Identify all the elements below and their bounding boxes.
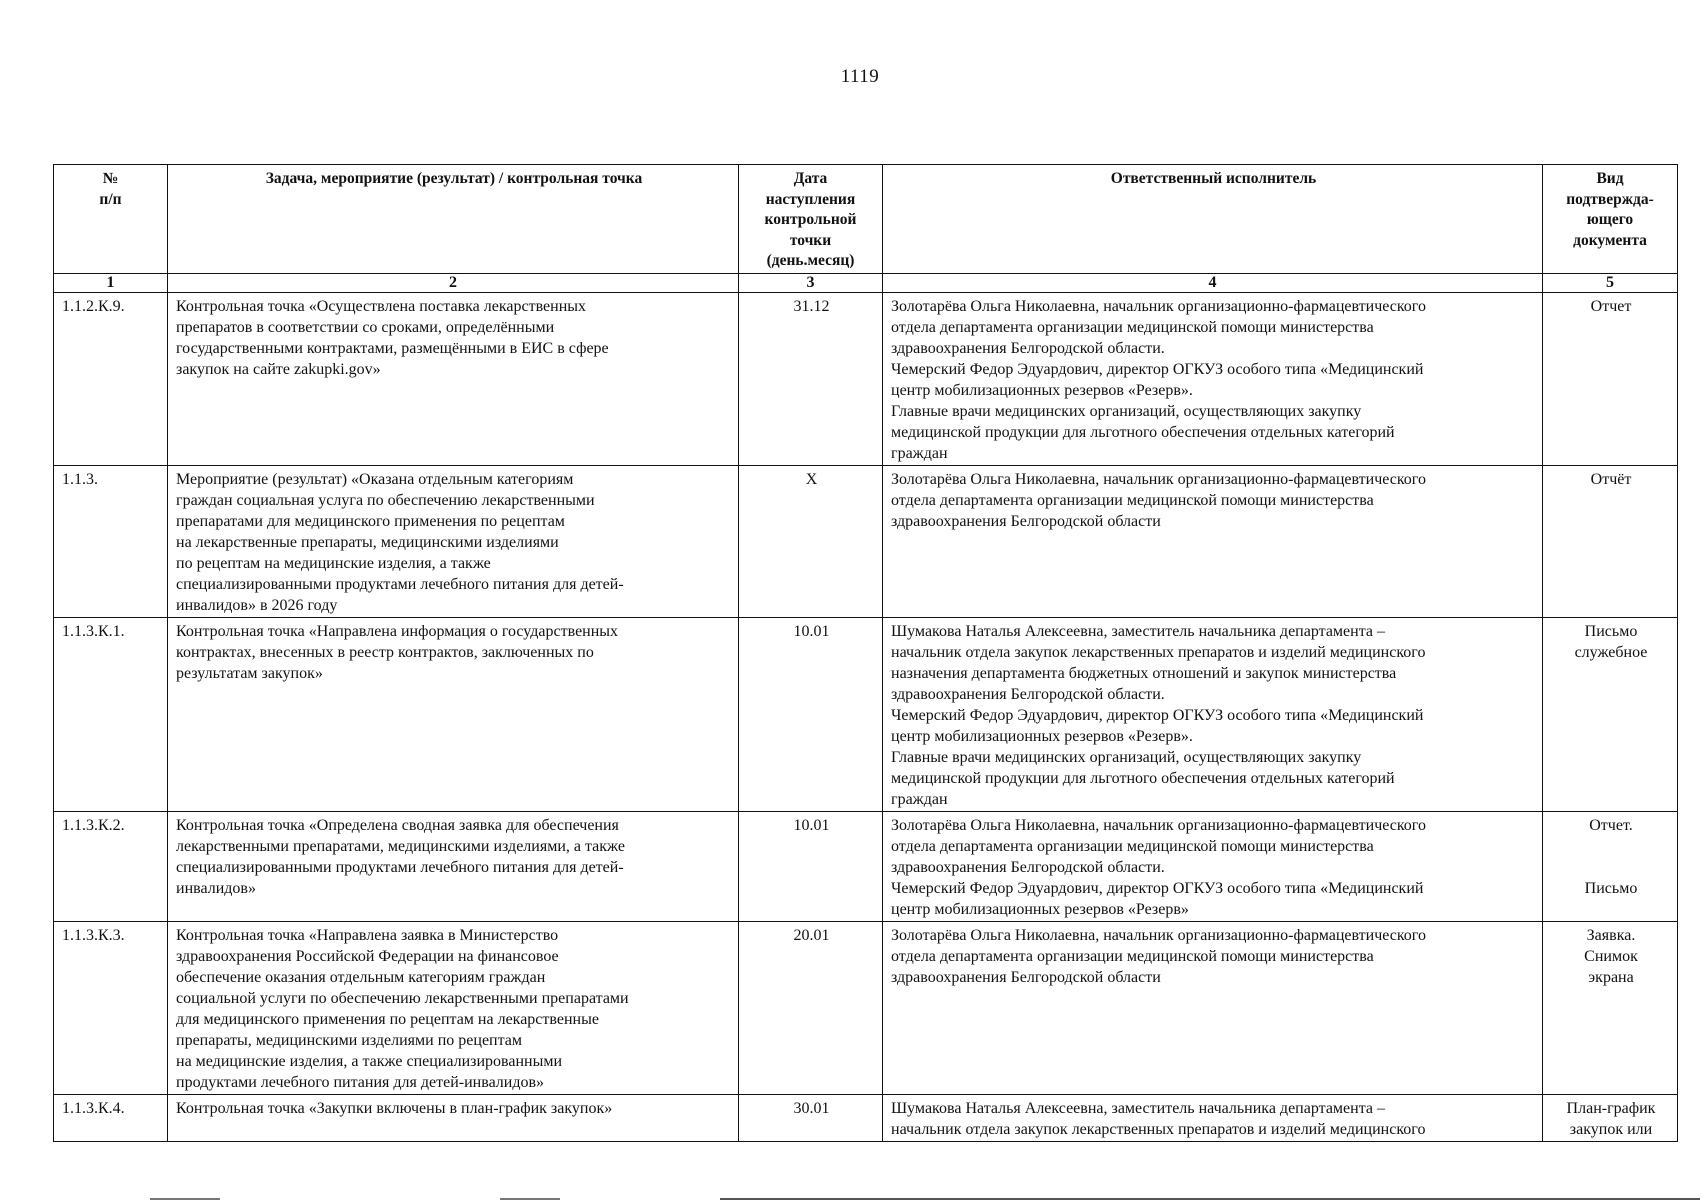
row-executor: Золотарёва Ольга Николаевна, начальник организационно-фармацевтического отдела департамента организации медицинской помощи министерства здравоохранения Белгородской области	[883, 921, 1543, 1094]
row-document-type: Отчет. Письмо	[1543, 811, 1678, 921]
row-task: Контрольная точка «Осуществлена поставка лекарственных препаратов в соответствии со сроками, определёнными государственными контрактами, размещёнными в ЕИС в сфере закупок на сайте zakupki.gov»	[168, 292, 739, 465]
row-executor: Шумакова Наталья Алексеевна, заместитель начальника департамента – начальник отдела закупок лекарственных препаратов и изделий медицинского	[883, 1094, 1543, 1141]
table-row	[54, 292, 1678, 465]
row-number: 1.1.2.К.9.	[54, 292, 168, 465]
row-number: 1.1.3.	[54, 465, 168, 617]
row-executor: Золотарёва Ольга Николаевна, начальник организационно-фармацевтического отдела департамента организации медицинской помощи министерства здравоохранения Белгородской области. Чемерский Федор Эдуардович, директор ОГКУЗ особого типа «Медицинский центр мобилизационных резервов «Резерв»	[883, 811, 1543, 921]
control-points-table	[53, 164, 1678, 1142]
row-date: 10.01	[739, 811, 883, 921]
header-num: № п/п	[54, 165, 168, 274]
column-number: 5	[1543, 273, 1678, 292]
table-row	[54, 1094, 1678, 1141]
header-row	[54, 165, 1678, 274]
row-date: 20.01	[739, 921, 883, 1094]
row-task: Мероприятие (результат) «Оказана отдельным категориям граждан социальная услуга по обеспечению лекарственными препаратами для медицинского применения по рецептам на лекарственные препараты, медицинскими изделиями по рецептам на медицинские изделия, а также специализированными продуктами лечебного питания для детей- инвалидов» в 2026 году	[168, 465, 739, 617]
row-date: 30.01	[739, 1094, 883, 1141]
column-number: 2	[168, 273, 739, 292]
row-date: 31.12	[739, 292, 883, 465]
row-document-type: Заявка. Снимок экрана	[1543, 921, 1678, 1094]
row-number: 1.1.3.К.2.	[54, 811, 168, 921]
row-document-type: План-график закупок или	[1543, 1094, 1678, 1141]
table-row	[54, 811, 1678, 921]
row-executor: Золотарёва Ольга Николаевна, начальник организационно-фармацевтического отдела департамента организации медицинской помощи министерства здравоохранения Белгородской области. Чемерский Федор Эдуардович, директор ОГКУЗ особого типа «Медицинский центр мобилизационных резервов «Резерв». Главные врачи медицинских организаций, осуществляющих закупку медицинской продукции для льготного обеспечения отдельных категорий граждан	[883, 292, 1543, 465]
row-date: 10.01	[739, 617, 883, 811]
page-number: 1119	[840, 66, 880, 87]
row-date: Х	[739, 465, 883, 617]
header-date: Дата наступления контрольной точки (день.месяц)	[739, 165, 883, 274]
table-row	[54, 465, 1678, 617]
row-document-type: Отчет	[1543, 292, 1678, 465]
table-row	[54, 921, 1678, 1094]
row-task: Контрольная точка «Направлена информация о государственных контрактах, внесенных в реестр контрактов, заключенных по результатам закупок»	[168, 617, 739, 811]
column-number: 4	[883, 273, 1543, 292]
row-number: 1.1.3.К.1.	[54, 617, 168, 811]
table-row	[54, 617, 1678, 811]
row-task: Контрольная точка «Направлена заявка в Министерство здравоохранения Российской Федерации на финансовое обеспечение оказания отдельным категориям граждан социальной услуги по обеспечению лекарственными препаратами для медицинского применения по рецептам на лекарственные препараты, медицинскими изделиями по рецептам на медицинские изделия, а также специализированными продуктами лечебного питания для детей-инвалидов»	[168, 921, 739, 1094]
row-number: 1.1.3.К.4.	[54, 1094, 168, 1141]
column-number-row	[54, 273, 1678, 292]
header-executor: Ответственный исполнитель	[883, 165, 1543, 274]
row-executor: Золотарёва Ольга Николаевна, начальник организационно-фармацевтического отдела департамента организации медицинской помощи министерства здравоохранения Белгородской области	[883, 465, 1543, 617]
column-number: 3	[739, 273, 883, 292]
row-executor: Шумакова Наталья Алексеевна, заместитель начальника департамента – начальник отдела закупок лекарственных препаратов и изделий медицинского назначения департамента бюджетных отношений и закупок министерства здравоохранения Белгородской области. Чемерский Федор Эдуардович, директор ОГКУЗ особого типа «Медицинский центр мобилизационных резервов «Резерв». Главные врачи медицинских организаций, осуществляющих закупку медицинской продукции для льготного обеспечения отдельных категорий граждан	[883, 617, 1543, 811]
column-number: 1	[54, 273, 168, 292]
header-task: Задача, мероприятие (результат) / контрольная точка	[168, 165, 739, 274]
row-task: Контрольная точка «Закупки включены в план-график закупок»	[168, 1094, 739, 1141]
row-document-type: Письмо служебное	[1543, 617, 1678, 811]
row-document-type: Отчёт	[1543, 465, 1678, 617]
row-number: 1.1.3.К.3.	[54, 921, 168, 1094]
row-task: Контрольная точка «Определена сводная заявка для обеспечения лекарственными препаратами, медицинскими изделиями, а также специализированными продуктами лечебного питания для детей- инвалидов»	[168, 811, 739, 921]
header-doc: Вид подтвержда- ющего документа	[1543, 165, 1678, 274]
